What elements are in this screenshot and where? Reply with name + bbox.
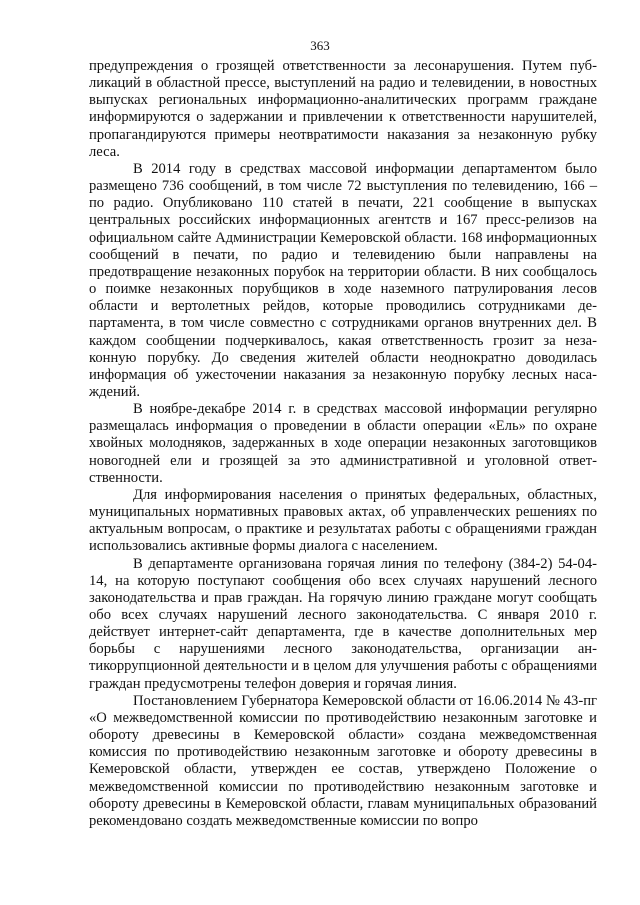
document-body xyxy=(89,58,597,830)
paragraph-operation-el: В ноябре-декабре 2014 г. в средствах массовой информации регулярно размещалась информация о проведении в области операции «Ель» по охране хвойных молодняков, задержанных в ходе операции незаконных заготовщиков новогодней ели и грозящей за это административной и уголовной ответственности. xyxy=(89,401,597,486)
paragraph-informing-population: Для информирования населения о принятых федеральных, областных, муниципальных нормативных правовых актах, об управленческих решениях по актуальным вопросам, о практике и результатах работы с обращениями граждан использовались активные формы диалога с населением. xyxy=(89,486,597,555)
page-number: 363 xyxy=(310,38,330,53)
paragraph-hotline: В департаменте организована горячая линия по телефону (384-2) 54-04-14, на которую поступают сообщения обо всех случаях нарушений лесного законодательства и прав граждан. На горячую линию граждане могут сообщать обо всех случаях нарушений лесного законодательства. С января 2010 г. действует интернет-сайт департамента, где в качестве дополнительных мер борьбы с нарушениями лесного законодательства, организации антикоррупционной деятельности и в целом для улучшения работы с обращениями граждан предусмотрены телефон доверия и горячая линия. xyxy=(89,555,597,692)
paragraph-media-statistics: В 2014 году в средствах массовой информации департаментом было размещено 736 сообщений, в том числе 72 выступления по телевидению, 166 – по радио. Опубликовано 110 статей в печати, 221 сообщение в выпусках центральных российских информационных агентств и 167 пресс-релизов на официальном сайте Администрации Кемеровской области. 168 информационных сообщений в печати, по радио и телевидению были направлены на предотвращение незаконных порубок на территории области. В них сообщалось о поимке незаконных порубщиков в ходе наземного патрулирования лесов области и вертолетных рейдов, которые проводились сотрудниками департамента, в том числе совместно с сотрудниками органов внутренних дел. В каждом сообщении подчеркивалось, какая ответственность грозит за незаконную порубку. До сведения жителей области неоднократно доводилась информация об ужесточении наказания за незаконную порубку лесных насаждений. xyxy=(89,160,597,400)
paragraph-governor-decree: Постановлением Губернатора Кемеровской области от 16.06.2014 № 43-пг «О межведомственной комиссии по противодействию незаконным заготовке и обороту древесины в Кемеровской области» создана межведомственная комиссия по противодействию незаконным заготовке и обороту древесины в Кемеровской области, утвержден ее состав, утверждено Положение о межведомственной комиссии по противодействию незаконным заготовке и обороту древесины в Кемеровской области, главам муниципальных образований рекомендовано создать межведомственные комиссии по вопро xyxy=(89,692,597,829)
paragraph-continued: предупреждения о грозящей ответственности за лесонарушения. Путем публикаций в областной прессе, выступлений на радио и телевидении, в новостных выпусках региональных информационно-аналитических программ граждане информируются о задержании и привлечении к ответственности нарушителей, пропагандируются примеры неотвратимости наказания за незаконную рубку леса. xyxy=(89,58,597,160)
